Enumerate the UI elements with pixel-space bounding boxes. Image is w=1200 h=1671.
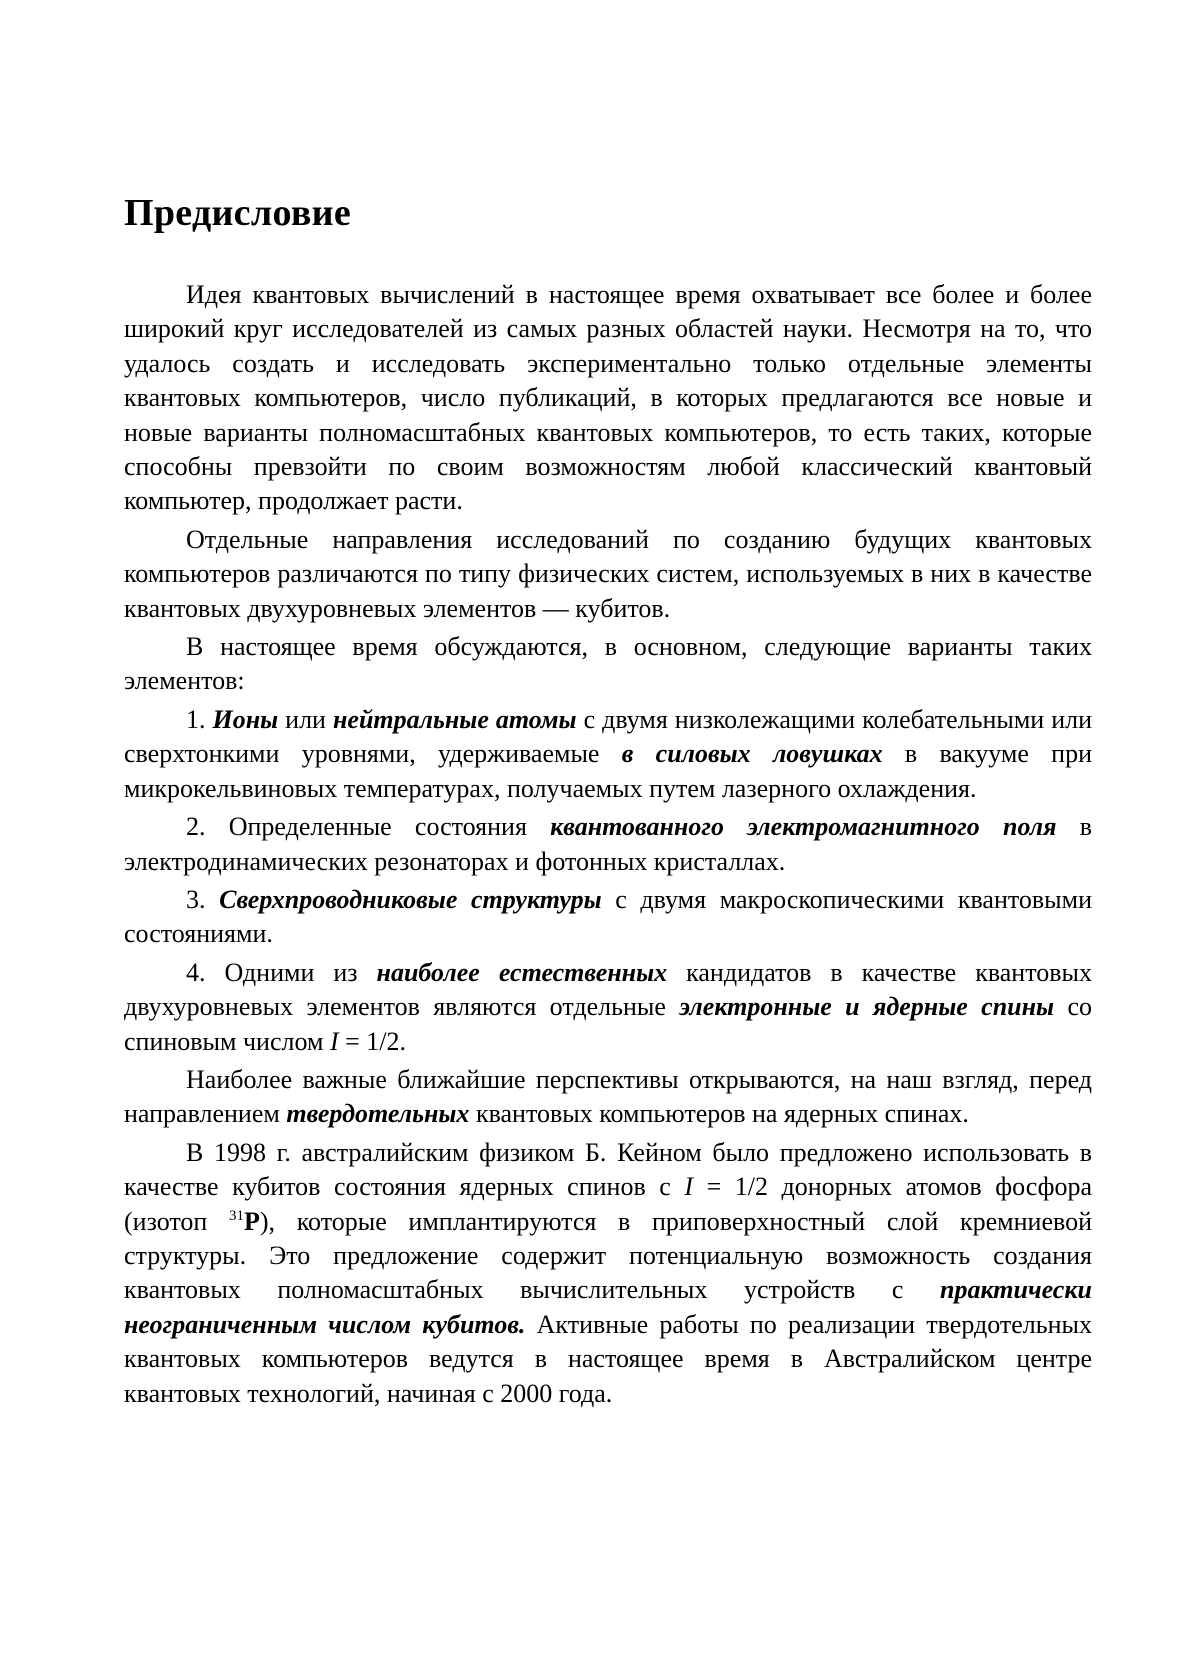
paragraph-1: Идея квантовых вычислений в настоящее время охватывает все более и более широкий круг исследователей из самых разных областей науки. Несмотря на то, что удалось создать и исследовать экспериментально только отдельные элементы квантовых компьютеров, число публикаций, в которых предлагаются все новые и новые варианты полномасштабных квантовых компьютеров, то есть таких, которые способны превзойти по своим возможностям любой классический квантовый компьютер, продолжает расти. — [124, 280, 1092, 516]
emphasis-term: практически неограниченным числом кубитов. — [124, 1275, 1092, 1339]
list-item-number: 2. — [186, 812, 229, 842]
text-run: ), которые имплантируются в приповерхностный слой кремниевой структуры. Это предложение содержит потенциальную возможность создания квантовых полномасштабных вычислительных устройств с — [124, 1206, 1093, 1305]
text-run: кандидатов в качестве квантовых двухуровневых элементов являются отдельные — [124, 957, 1092, 1022]
text-run: Одними из — [224, 957, 377, 987]
paragraph-4 — [124, 1063, 1092, 1132]
paragraph-3: В настоящее время обсуждаются, в основном, следующие варианты таких элементов: — [124, 632, 1092, 696]
page-title: Предисловие — [124, 192, 351, 234]
text-run: с двумя макроскопическими квантовыми состояниями. — [124, 884, 1092, 949]
list-item-number: 1. — [186, 704, 213, 734]
text-run: Определенные состояния — [228, 812, 551, 842]
list-item-number: 3. — [186, 884, 220, 914]
emphasis-term: Ионы — [212, 704, 279, 734]
text-run: в электродинамических резонаторах и фотонных кристаллах. — [124, 812, 1093, 876]
list-item-3 — [124, 883, 1092, 952]
emphasis-term: Сверхпроводниковые структуры — [219, 884, 602, 914]
emphasis-term: электронные и ядерные спины — [679, 992, 1055, 1022]
text-run: = 1/2 донорных атомов фосфора (изотоп — [124, 1172, 1092, 1236]
isotope-mass-number: 31 — [228, 1207, 244, 1224]
document-body — [124, 278, 1092, 1415]
text-run: В 1998 г. австралийским физиком Б. Кейном было предложено использовать в качестве кубитов состояния ядерных спинов с — [124, 1137, 1092, 1202]
spin-variable: I — [329, 1026, 339, 1056]
isotope-symbol: P — [243, 1206, 260, 1236]
paragraph-5 — [124, 1136, 1092, 1411]
list-item-number: 4. — [186, 957, 225, 987]
text-run: в вакууме при микрокельвиновых температурах, получаемых путем лазерного охлаждения. — [124, 739, 1092, 803]
text-run: квантовых компьютеров на ядерных спинах. — [469, 1099, 969, 1129]
paragraph-2: Отдельные направления исследований по созданию будущих квантовых компьютеров различаются по типу физических систем, используемых в них в качестве квантовых двухуровневых элементов — кубитов. — [124, 524, 1092, 623]
emphasis-term: нейтральные атомы — [332, 704, 577, 734]
text-run: Активные работы по реализации твердотельных квантовых компьютеров ведутся в настоящее время в Австралийском центре квантовых технологий, начиная с 2000 года. — [124, 1309, 1092, 1408]
emphasis-term: наиболее естественных — [376, 957, 668, 987]
emphasis-term: твердотельных — [286, 1099, 470, 1129]
list-item-2 — [124, 810, 1092, 879]
emphasis-term: в силовых ловушках — [621, 739, 883, 769]
list-item-4 — [124, 956, 1092, 1059]
text-run: с двумя низколежащими колебательными или сверхтонкими уровнями, удерживаемые — [124, 704, 1092, 769]
text-run: = 1/2. — [338, 1026, 407, 1056]
emphasis-term: квантованного электромагнитного поля — [550, 812, 1057, 842]
list-item-1 — [124, 703, 1092, 806]
text-run: или — [278, 704, 333, 734]
text-run: Наиболее важные ближайшие перспективы открываются, на наш взгляд, перед направлением — [124, 1064, 1092, 1129]
spin-variable: I — [684, 1172, 694, 1202]
text-run: со спиновым числом — [124, 992, 1092, 1056]
